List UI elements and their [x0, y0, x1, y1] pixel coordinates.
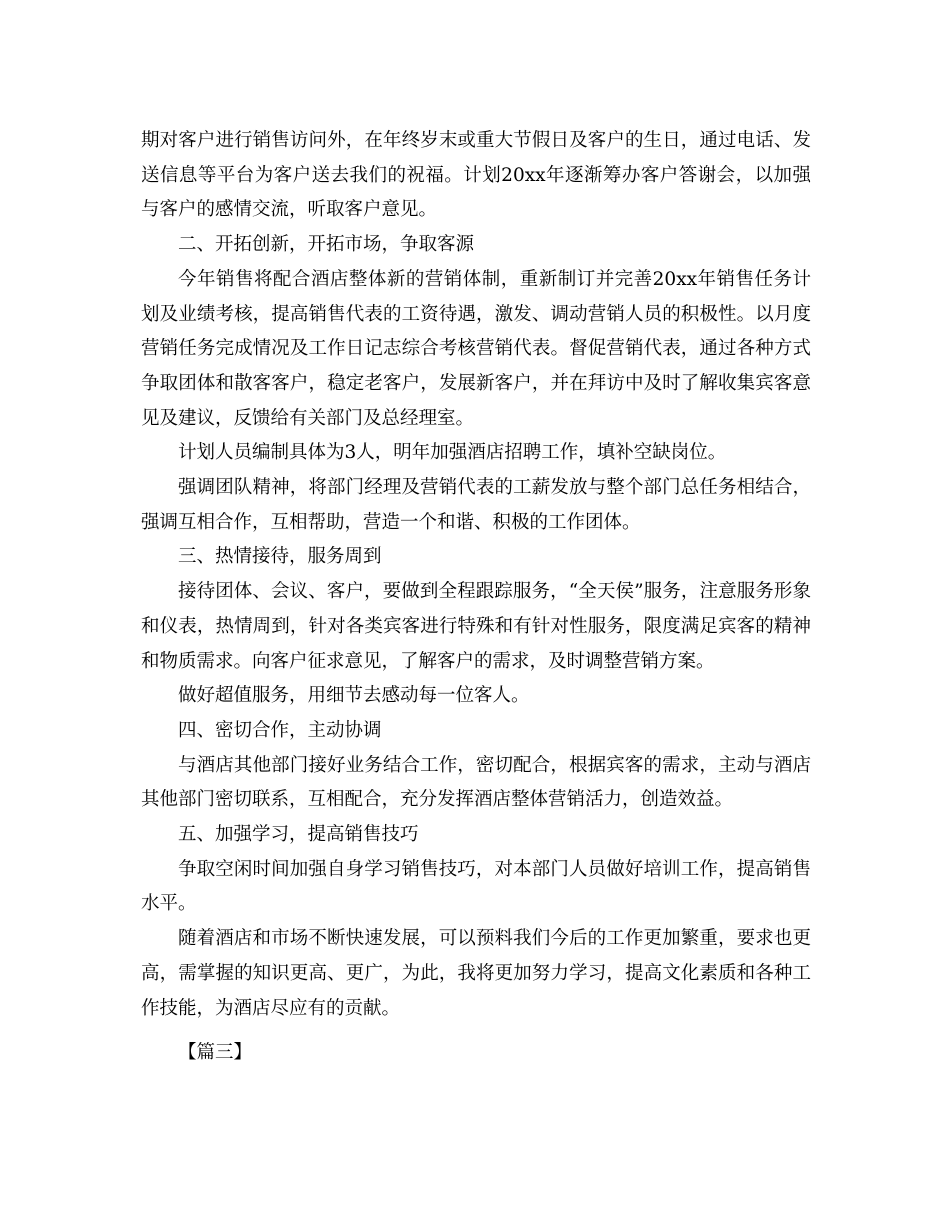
section-heading-4: 四、密切合作，主动协调 [178, 719, 382, 741]
section-heading-5: 五、加强学习，提高销售技巧 [178, 824, 419, 846]
section-heading-3: 三、热情接待，服务周到 [178, 546, 382, 568]
paragraph-12: 争取空闲时间加强自身学习销售技巧，对本部门人员做好培训工作，提高销售水平。 [141, 858, 811, 915]
paragraph-13: 随着酒店和市场不断快速发展，可以预料我们今后的工作更加繁重，要求也更高，需掌握的知识更高、更广，为此，我将更加努力学习，提高文化素质和各种工作技能，为酒店尽应有的贡献。 [141, 928, 811, 1019]
paragraph-5: 强调团队精神，将部门经理及营销代表的工薪发放与整个部门总任务相结合，强调互相合作，互相帮助，营造一个和谐、积极的工作团体。 [141, 477, 811, 533]
paragraph-7: 接待团体、会议、客户，要做到全程跟踪服务，“全天侯”服务，注意服务形象和仪表，热情周到，针对各类宾客进行特殊和有针对性服务，限度满足宾客的精神和物质需求。向客户征求意见，了解客户的需求，及时调整营销方案。 [141, 581, 811, 672]
section-heading-2: 二、开拓创新，开拓市场，争取客源 [178, 234, 475, 256]
paragraph-4: 计划人员编制具体为3人，明年加强酒店招聘工作，填补空缺岗位。 [178, 442, 727, 464]
paragraph-8: 做好超值服务，用细节去感动每一位客人。 [178, 685, 530, 707]
paragraph-1: 期对客户进行销售访问外，在年终岁末或重大节假日及客户的生日，通过电话、发送信息等平台为客户送去我们的祝福。计划20xx年逐渐筹办客户答谢会，以加强与客户的感情交流，听取客户意见。 [141, 130, 811, 221]
paragraph-10: 与酒店其他部门接好业务结合工作，密切配合，根据宾客的需求，主动与酒店其他部门密切联系，互相配合，充分发挥酒店整体营销活力，创造效益。 [141, 754, 811, 811]
document-body [141, 124, 811, 1071]
part-three-heading: 【篇三】 [178, 1042, 253, 1064]
paragraph-3: 今年销售将配合酒店整体新的营销体制，重新制订并完善20xx年销售任务计划及业绩考核，提高销售代表的工资待遇，激发、调动营销人员的积极性。以月度营销任务完成情况及工作日记志综合考核营销代表。督促营销代表，通过各种方式争取团体和散客客户，稳定老客户，发展新客户，并在拜访中及时了解收集宾客意见及建议，反馈给有关部门及总经理室。 [141, 268, 811, 429]
